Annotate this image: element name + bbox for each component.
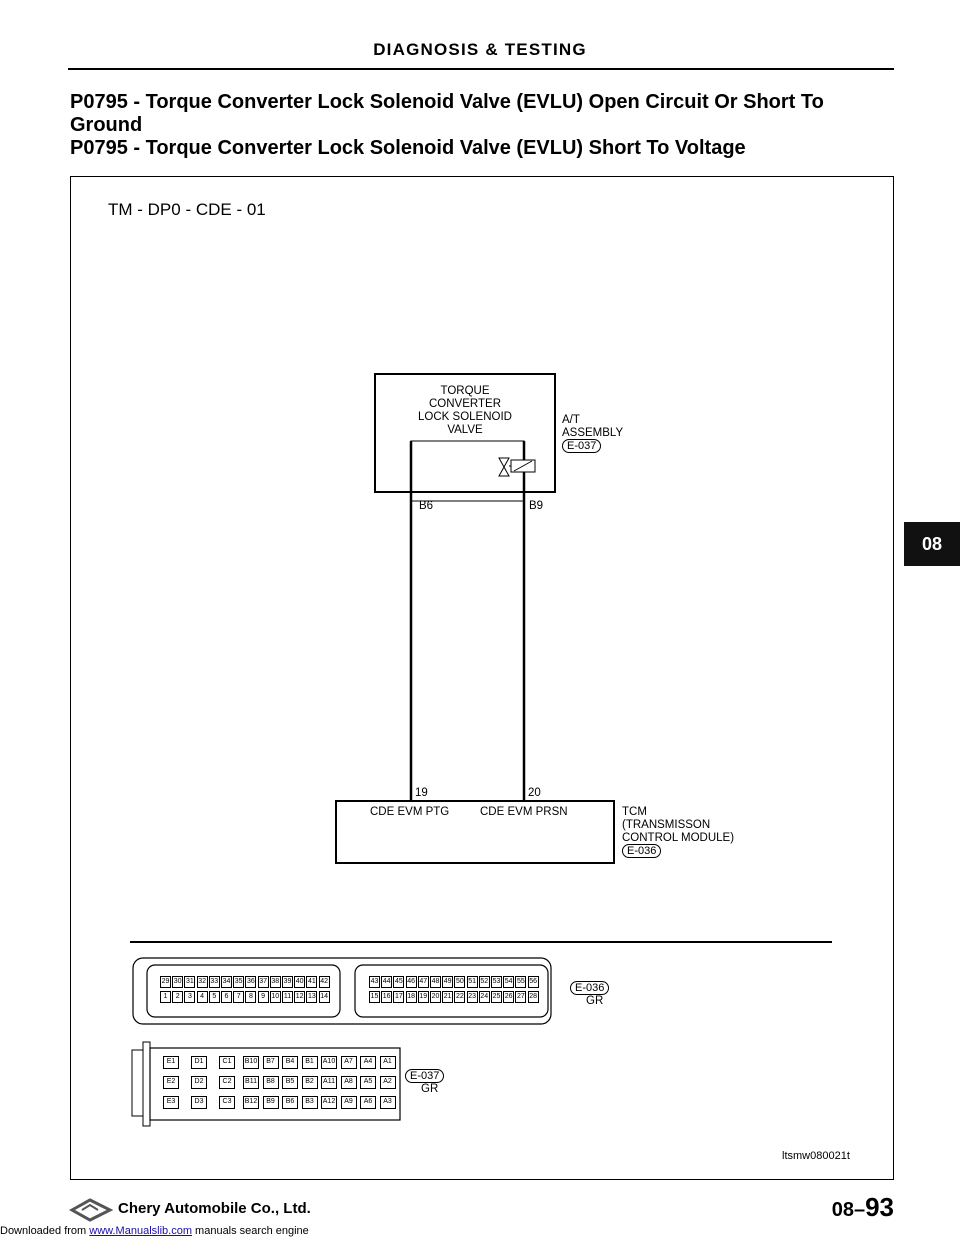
signal-cde-evm-ptg: CDE EVM PTG (370, 806, 450, 818)
at-label-line: ASSEMBLY (562, 427, 624, 439)
connector-tag: E-037 (405, 1069, 444, 1083)
connector-pin: E1 (163, 1056, 179, 1069)
connector-pin: C1 (219, 1056, 235, 1069)
connector-pin: 25 (491, 991, 502, 1003)
connector-pin: 34 (221, 976, 232, 988)
connector-pin: 40 (294, 976, 305, 988)
connector-pin: 12 (294, 991, 305, 1003)
connector-pin: 49 (442, 976, 453, 988)
connector-pin: 48 (430, 976, 441, 988)
connector-pin: 9 (258, 991, 269, 1003)
download-line (0, 1225, 309, 1237)
connector-pin: B1 (302, 1056, 318, 1069)
connector-pin: 27 (515, 991, 526, 1003)
e037-lock-tab (132, 1050, 143, 1116)
tcm-label (622, 806, 734, 858)
connector-tag-e037: E-037 (562, 439, 601, 453)
connector-pin: A3 (380, 1096, 396, 1109)
connector-pin: B6 (282, 1096, 298, 1109)
connector-pin: 55 (515, 976, 526, 988)
connector-pin: B11 (243, 1076, 259, 1089)
connector-color: GR (586, 995, 604, 1007)
connector-pin: 19 (418, 991, 429, 1003)
tcm-label-line: (TRANSMISSON (622, 819, 711, 831)
manualslib-link[interactable]: www.Manualslib.com (89, 1225, 192, 1237)
connector-pin: 54 (503, 976, 514, 988)
connector-pin: 21 (442, 991, 453, 1003)
chery-logo-icon (68, 1196, 114, 1224)
diagram-code: TM - DP0 - CDE - 01 (108, 200, 266, 219)
valve-inner-frame (411, 441, 524, 501)
connector-pin: 20 (430, 991, 441, 1003)
connector-pin: 30 (172, 976, 183, 988)
connector-pin: B10 (243, 1056, 259, 1069)
connector-pin: 7 (233, 991, 244, 1003)
connector-pin: 50 (454, 976, 465, 988)
solenoid-icon (499, 458, 535, 476)
connector-tag-e036: E-036 (622, 844, 661, 858)
connector-pin: C3 (219, 1096, 235, 1109)
connector-pin: 17 (393, 991, 404, 1003)
tcm-label-line: TCM (622, 806, 647, 818)
connector-pin: 56 (528, 976, 539, 988)
connector-pin: 16 (381, 991, 392, 1003)
connector-pin: 45 (393, 976, 404, 988)
connector-pin: 43 (369, 976, 380, 988)
connector-pin: 39 (282, 976, 293, 988)
connector-pin: A8 (341, 1076, 357, 1089)
connector-pin: 23 (467, 991, 478, 1003)
connector-pin: B2 (302, 1076, 318, 1089)
page-prefix: 08– (831, 1199, 866, 1221)
connector-pin: 28 (528, 991, 539, 1003)
connector-pin: A1 (380, 1056, 396, 1069)
connector-pin: 51 (467, 976, 478, 988)
connector-pin: B8 (263, 1076, 279, 1089)
connector-pin: 10 (270, 991, 281, 1003)
connector-pin: A9 (341, 1096, 357, 1109)
signal-cde-evm-prsn: CDE EVM PRSN (480, 806, 568, 818)
connector-pin: 6 (221, 991, 232, 1003)
connector-pin: B5 (282, 1076, 298, 1089)
connector-pin: 47 (418, 976, 429, 988)
connector-pin: 38 (270, 976, 281, 988)
connector-pin: 42 (319, 976, 330, 988)
connector-pin: 26 (503, 991, 514, 1003)
connector-pin: 46 (406, 976, 417, 988)
connector-pin: 35 (233, 976, 244, 988)
title-line-2: Ground (70, 114, 143, 136)
connector-pin: 36 (245, 976, 256, 988)
connector-pin: C2 (219, 1076, 235, 1089)
at-assembly-label (562, 414, 623, 453)
valve-label-line: LOCK SOLENOID (418, 411, 512, 423)
section-tab: 08 (904, 522, 960, 566)
at-label-line: A/T (562, 414, 580, 426)
connector-pin: B12 (243, 1096, 259, 1109)
connector-pin: 52 (479, 976, 490, 988)
tagline-text: manuals search engine (195, 1225, 309, 1237)
connector-pin: A12 (321, 1096, 337, 1109)
connector-pin: 53 (491, 976, 502, 988)
connector-pin: A4 (360, 1056, 376, 1069)
connector-pin: 5 (209, 991, 220, 1003)
connector-pin: 15 (369, 991, 380, 1003)
connector-pin: 18 (406, 991, 417, 1003)
connector-pin: 24 (479, 991, 490, 1003)
connector-pin: 14 (319, 991, 330, 1003)
page-num: 93 (865, 1192, 894, 1222)
connector-pin: 8 (245, 991, 256, 1003)
valve-label-line: VALVE (447, 424, 483, 436)
connector-pin: A6 (360, 1096, 376, 1109)
connector-pin: E3 (163, 1096, 179, 1109)
company-name: Chery Automobile Co., Ltd. (118, 1200, 311, 1217)
downloaded-text: Downloaded from (0, 1225, 87, 1237)
connector-pin: D3 (191, 1096, 207, 1109)
connector-pin: B7 (263, 1056, 279, 1069)
e037-caption (405, 1070, 444, 1096)
connector-pin: B3 (302, 1096, 318, 1109)
connector-pin: D1 (191, 1056, 207, 1069)
connector-pin: 11 (282, 991, 293, 1003)
connector-pin: E2 (163, 1076, 179, 1089)
pin-19: 19 (415, 787, 428, 799)
connector-pin: 22 (454, 991, 465, 1003)
connector-color: GR (421, 1083, 439, 1095)
connector-pin: 1 (160, 991, 171, 1003)
connector-pin: 3 (184, 991, 195, 1003)
connector-pin: 31 (184, 976, 195, 988)
tcm-label-line: CONTROL MODULE) (622, 832, 735, 844)
connector-pin: 4 (197, 991, 208, 1003)
connector-pin: D2 (191, 1076, 207, 1089)
connector-pin: 2 (172, 991, 183, 1003)
page-number (832, 1192, 894, 1223)
connector-tag: E-036 (570, 981, 609, 995)
connector-pin: 29 (160, 976, 171, 988)
pin-b6: B6 (419, 500, 434, 512)
connector-pin: A10 (321, 1056, 337, 1069)
connector-pin: A7 (341, 1056, 357, 1069)
title-line-1: P0795 - Torque Converter Lock Solenoid Valve (EVLU) Open Circuit Or Short To (70, 91, 824, 113)
connector-pin: 33 (209, 976, 220, 988)
connector-pin: B9 (263, 1096, 279, 1109)
connector-pin: B4 (282, 1056, 298, 1069)
connector-pin: A11 (321, 1076, 337, 1089)
e036-caption (570, 982, 609, 1008)
section-header: DIAGNOSIS & TESTING (373, 40, 587, 59)
connector-pin: A2 (380, 1076, 396, 1089)
pin-b9: B9 (529, 500, 544, 512)
e037-latch (143, 1042, 150, 1126)
connector-pin: 32 (197, 976, 208, 988)
connector-pin: 41 (306, 976, 317, 988)
connector-pin: 37 (258, 976, 269, 988)
valve-label-line: TORQUE (440, 385, 490, 397)
figure-id: ltsmw080021t (782, 1150, 850, 1162)
connector-pin: 13 (306, 991, 317, 1003)
pin-20: 20 (528, 787, 541, 799)
connector-pin: 44 (381, 976, 392, 988)
connector-pin: A5 (360, 1076, 376, 1089)
valve-label-line: CONVERTER (429, 398, 501, 410)
title-line-3: P0795 - Torque Converter Lock Solenoid Valve (EVLU) Short To Voltage (70, 137, 746, 159)
